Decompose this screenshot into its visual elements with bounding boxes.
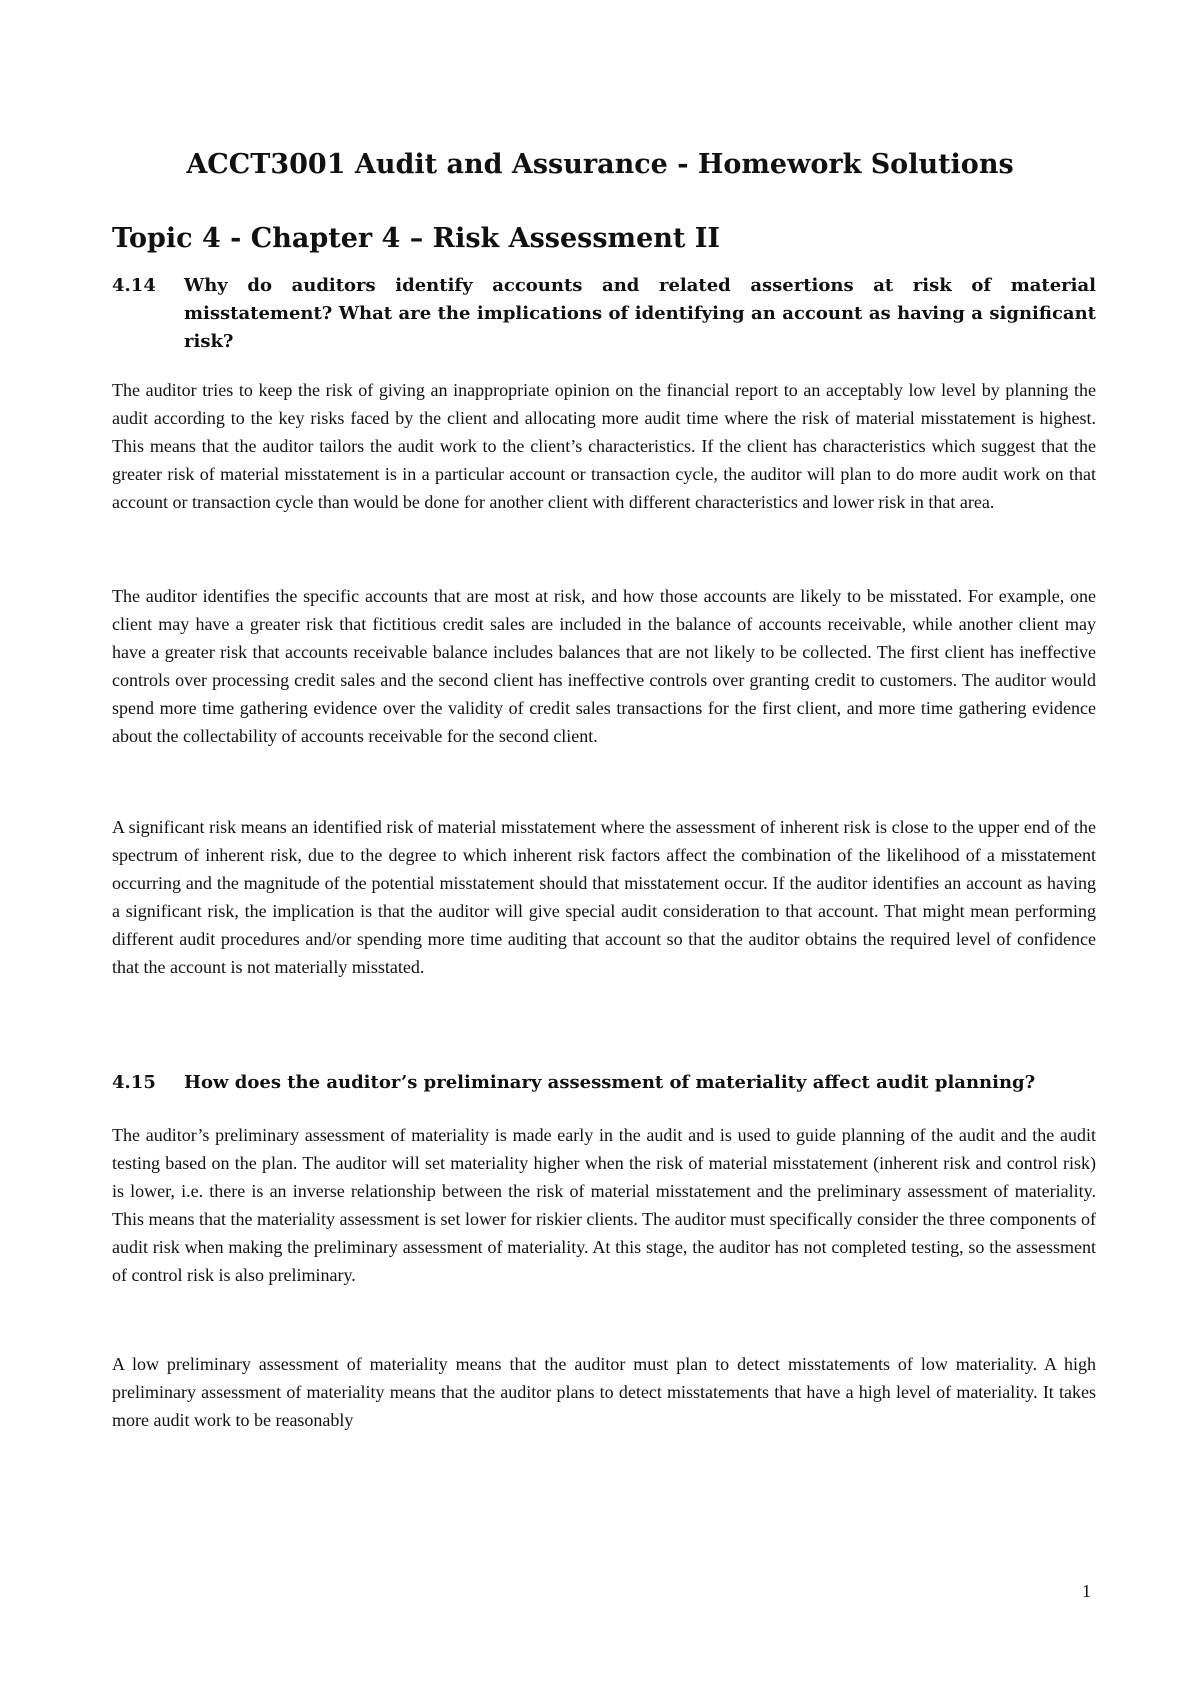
question-number: 4.15	[112, 1072, 156, 1093]
answer-paragraph: The auditor tries to keep the risk of giving an inappropriate opinion on the financial report to an acceptably low level by planning the audit according to the key risks faced by the client and allocating more audit time where the risk of material misstatement is highest. This means that the auditor tailors the audit work to the client’s characteristics. If the client has characteristics which suggest that the greater risk of material misstatement is in a particular account or transaction cycle, the auditor will plan to do more audit work on that account or transaction cycle than would be done for another client with different characteristics and lower risk in that area.	[112, 380, 1096, 512]
question-4-14	[112, 272, 1096, 356]
answer-paragraph: The auditor’s preliminary assessment of materiality is made early in the audit and is used to guide planning of the audit and the audit testing based on the plan. The auditor will set materiality higher when the risk of material misstatement (inherent risk and control risk) is lower, i.e. there is an inverse relationship between the risk of material misstatement and the preliminary assessment of materiality. This means that the materiality assessment is set lower for riskier clients. The auditor must specifically consider the three components of audit risk when making the preliminary assessment of materiality. At this stage, the auditor has not completed testing, so the assessment of control risk is also preliminary.	[112, 1125, 1096, 1285]
answer-paragraph: A low preliminary assessment of materiality means that the auditor must plan to detect misstatements of low materiality. A high preliminary assessment of materiality means that the auditor plans to detect misstatements that have a high level of materiality. It takes more audit work to be reasonably	[112, 1354, 1096, 1430]
question-text: Why do auditors identify accounts and related assertions at risk of material misstatement? What are the implications of identifying an account as having a significant risk?	[184, 275, 1096, 352]
page-number: 1	[1082, 1581, 1091, 1601]
question-number: 4.14	[112, 275, 156, 296]
document-title: ACCT3001 Audit and Assurance - Homework Solutions	[186, 149, 1014, 180]
answer-paragraph: A significant risk means an identified risk of material misstatement where the assessment of inherent risk is close to the upper end of the spectrum of inherent risk, due to the degree to which inherent risk factors affect the combination of the likelihood of a misstatement occurring and the magnitude of the potential misstatement should that misstatement occur. If the auditor identifies an account as having a significant risk, the implication is that the auditor will give special audit consideration to that account. That might mean performing different audit procedures and/or spending more time auditing that account so that the auditor obtains the required level of confidence that the account is not materially misstated.	[112, 817, 1096, 977]
answer-paragraph: The auditor identifies the specific accounts that are most at risk, and how those accounts are likely to be misstated. For example, one client may have a greater risk that fictitious credit sales are included in the balance of accounts receivable, while another client may have a greater risk that accounts receivable balance includes balances that are not likely to be collected. The first client has ineffective controls over processing credit sales and the second client has ineffective controls over granting credit to customers. The auditor would spend more time gathering evidence over the validity of credit sales transactions for the first client, and more time gathering evidence about the collectability of accounts receivable for the second client.	[112, 586, 1096, 746]
question-4-15	[112, 1069, 1096, 1097]
question-text: How does the auditor’s preliminary assessment of materiality affect audit planning?	[184, 1072, 1036, 1093]
topic-heading: Topic 4 - Chapter 4 – Risk Assessment II	[112, 223, 721, 254]
